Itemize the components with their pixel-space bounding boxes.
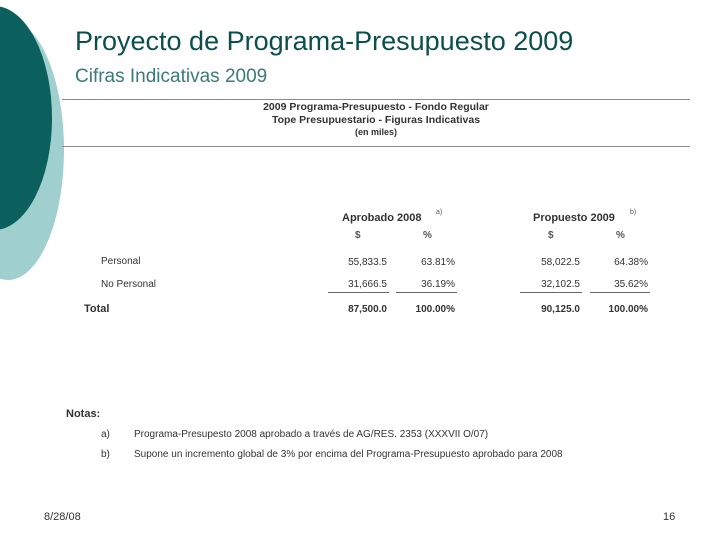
- col-header-amount-2008: $: [355, 230, 361, 241]
- note-a-marker: a): [101, 429, 110, 440]
- group-note-b: b): [630, 209, 637, 216]
- col-header-pct-2009: %: [616, 230, 625, 241]
- group-header-proposed: Propuesto 2009: [533, 212, 615, 224]
- cell-personal-amount-2009: 58,022.5: [541, 257, 580, 268]
- underline-amount-2008: [328, 292, 389, 293]
- decorative-shapes: [0, 0, 80, 300]
- cell-total-amount-2008: 87,500.0: [348, 304, 387, 315]
- underline-amount-2009: [520, 292, 582, 293]
- cell-personal-amount-2008: 55,833.5: [348, 257, 387, 268]
- cell-nopersonal-pct-2009: 35.62%: [614, 279, 648, 290]
- table-header-line3: (en miles): [354, 127, 397, 137]
- cell-nopersonal-pct-2008: 36.19%: [421, 279, 455, 290]
- note-b-marker: b): [101, 449, 110, 460]
- group-header-approved: Aprobado 2008: [342, 212, 422, 224]
- cell-total-amount-2009: 90,125.0: [541, 304, 580, 315]
- footer-date: 8/28/08: [44, 511, 81, 523]
- note-b-text: Supone un incremento global de 3% por encima del Programa-Presupuesto aprobado para 2008: [134, 449, 563, 460]
- cell-personal-pct-2008: 63.81%: [421, 257, 455, 268]
- col-header-amount-2009: $: [548, 230, 554, 241]
- table-header-line2: Tope Presupuestario - Figuras Indicativas: [271, 114, 481, 126]
- cell-personal-pct-2009: 64.38%: [614, 257, 648, 268]
- slide-title: Proyecto de Programa-Presupuesto 2009: [75, 26, 574, 56]
- page-number: 16: [663, 511, 676, 523]
- slide-subtitle: Cifras Indicativas 2009: [75, 66, 268, 87]
- cell-nopersonal-amount-2008: 31,666.5: [348, 279, 387, 290]
- note-a-text: Programa-Presupesto 2008 aprobado a través de AG/RES. 2353 (XXXVII O/07): [134, 429, 489, 440]
- header-bottom-rule: [62, 146, 690, 147]
- cell-nopersonal-amount-2009: 32,102.5: [541, 279, 580, 290]
- cell-total-pct-2009: 100.00%: [608, 304, 648, 315]
- row-label-personal: Personal: [101, 256, 141, 267]
- row-label-no-personal: No Personal: [101, 279, 157, 290]
- header-top-rule: [62, 99, 690, 100]
- underline-pct-2009: [590, 292, 650, 293]
- col-header-pct-2008: %: [423, 230, 432, 241]
- notes-heading: Notas:: [66, 408, 101, 420]
- table-header-line1: 2009 Programa-Presupuesto - Fondo Regular: [263, 101, 489, 113]
- cell-total-pct-2008: 100.00%: [415, 304, 455, 315]
- group-note-a: a): [436, 209, 443, 216]
- underline-pct-2008: [396, 292, 457, 293]
- row-label-total: Total: [84, 303, 110, 315]
